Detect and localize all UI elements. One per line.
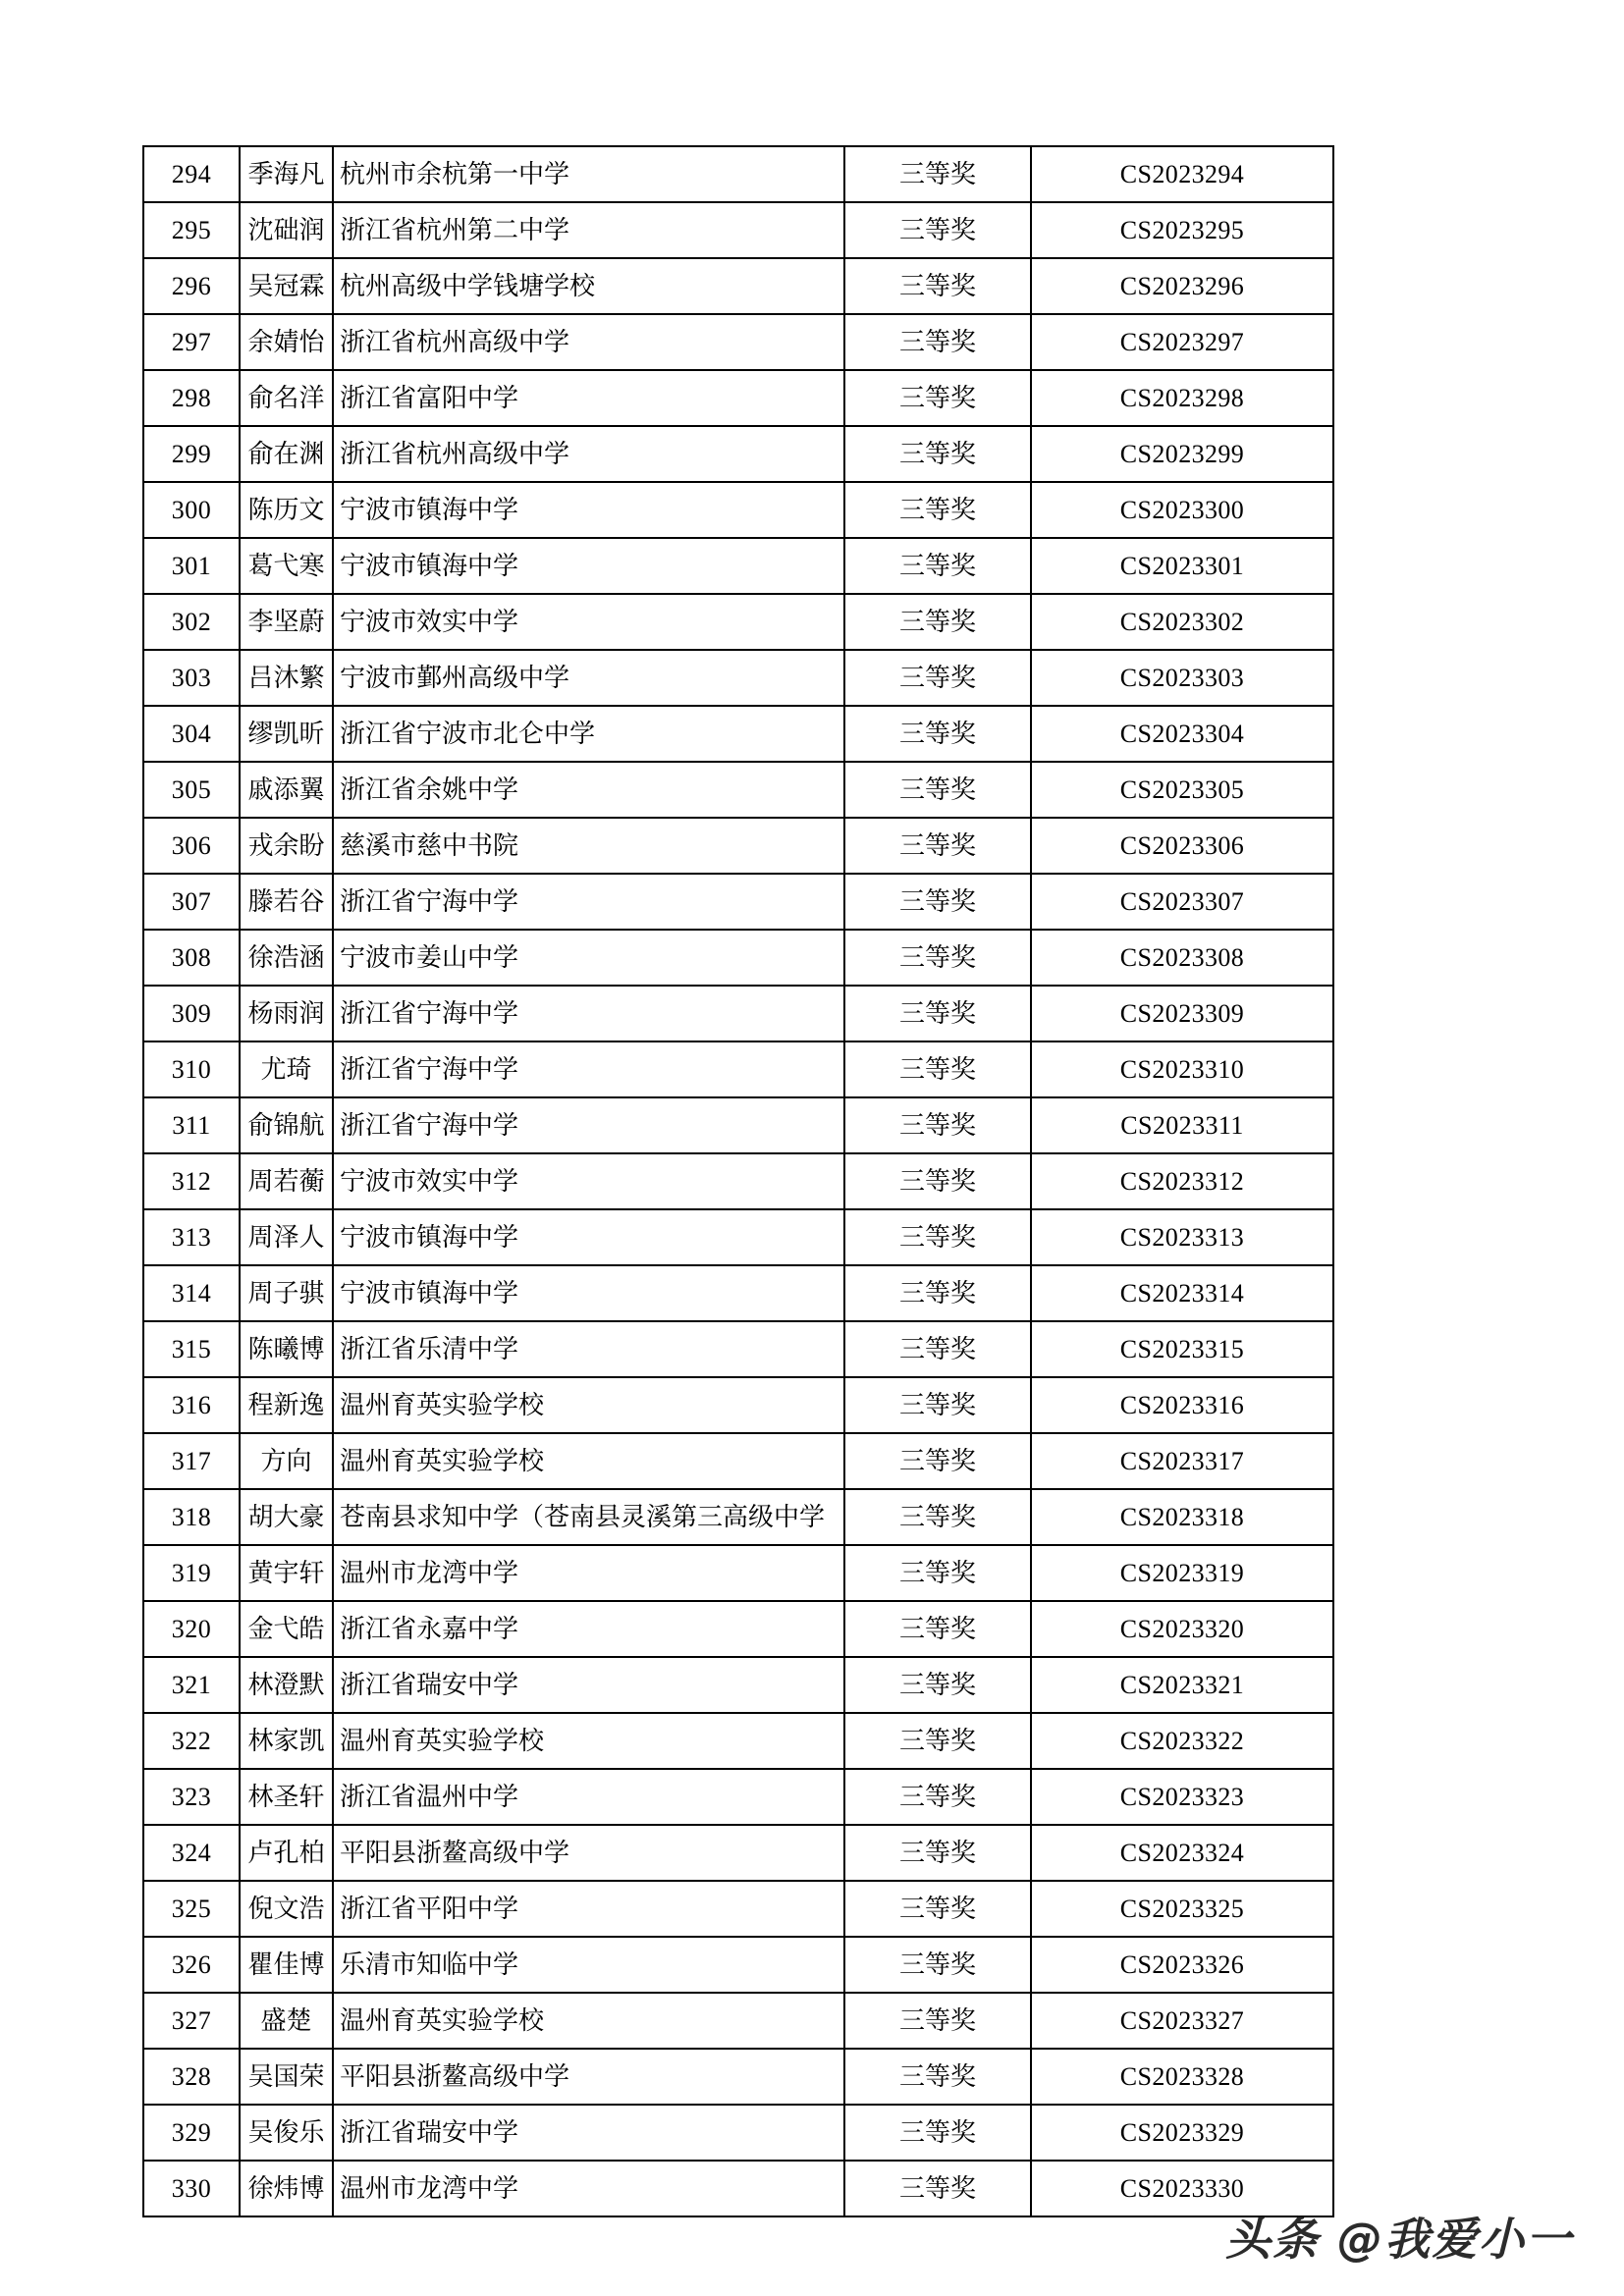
serial-number: 326 [143, 1937, 240, 1993]
award-level: 三等奖 [844, 762, 1031, 818]
school-name: 宁波市镇海中学 [333, 1265, 844, 1321]
award-level: 三等奖 [844, 1265, 1031, 1321]
certificate-code: CS2023305 [1031, 762, 1333, 818]
serial-number: 295 [143, 202, 240, 258]
certificate-code: CS2023295 [1031, 202, 1333, 258]
school-name: 宁波市姜山中学 [333, 930, 844, 986]
student-name: 林圣轩 [240, 1769, 333, 1825]
certificate-code: CS2023318 [1031, 1489, 1333, 1545]
award-level: 三等奖 [844, 650, 1031, 706]
serial-number: 314 [143, 1265, 240, 1321]
certificate-code: CS2023314 [1031, 1265, 1333, 1321]
table-row [143, 1097, 1333, 1153]
award-level: 三等奖 [844, 202, 1031, 258]
table-row [143, 594, 1333, 650]
student-name: 周子骐 [240, 1265, 333, 1321]
school-name: 浙江省宁海中学 [333, 1041, 844, 1097]
serial-number: 312 [143, 1153, 240, 1209]
award-level: 三等奖 [844, 1321, 1031, 1377]
certificate-code: CS2023300 [1031, 482, 1333, 538]
award-level: 三等奖 [844, 818, 1031, 874]
table-row [143, 426, 1333, 482]
student-name: 杨雨润 [240, 986, 333, 1041]
award-level: 三等奖 [844, 426, 1031, 482]
certificate-code: CS2023294 [1031, 146, 1333, 202]
certificate-code: CS2023315 [1031, 1321, 1333, 1377]
student-name: 金弋皓 [240, 1601, 333, 1657]
table-row [143, 2049, 1333, 2105]
table-row [143, 258, 1333, 314]
award-level: 三等奖 [844, 1153, 1031, 1209]
serial-number: 320 [143, 1601, 240, 1657]
certificate-code: CS2023302 [1031, 594, 1333, 650]
serial-number: 323 [143, 1769, 240, 1825]
serial-number: 330 [143, 2161, 240, 2216]
school-name: 慈溪市慈中书院 [333, 818, 844, 874]
award-level: 三等奖 [844, 1769, 1031, 1825]
serial-number: 296 [143, 258, 240, 314]
serial-number: 311 [143, 1097, 240, 1153]
award-level: 三等奖 [844, 874, 1031, 930]
serial-number: 315 [143, 1321, 240, 1377]
school-name: 温州育英实验学校 [333, 1713, 844, 1769]
table-row [143, 930, 1333, 986]
certificate-code: CS2023319 [1031, 1545, 1333, 1601]
award-level: 三等奖 [844, 1993, 1031, 2049]
serial-number: 327 [143, 1993, 240, 2049]
table-row [143, 1713, 1333, 1769]
student-name: 卢孔柏 [240, 1825, 333, 1881]
award-level: 三等奖 [844, 1489, 1031, 1545]
serial-number: 310 [143, 1041, 240, 1097]
student-name: 倪文浩 [240, 1881, 333, 1937]
school-name: 浙江省永嘉中学 [333, 1601, 844, 1657]
student-name: 周泽人 [240, 1209, 333, 1265]
certificate-code: CS2023310 [1031, 1041, 1333, 1097]
school-name: 浙江省瑞安中学 [333, 2105, 844, 2161]
student-name: 葛弋寒 [240, 538, 333, 594]
certificate-code: CS2023309 [1031, 986, 1333, 1041]
school-name: 温州市龙湾中学 [333, 2161, 844, 2216]
certificate-code: CS2023326 [1031, 1937, 1333, 1993]
table-row [143, 1993, 1333, 2049]
student-name: 吕沐繁 [240, 650, 333, 706]
student-name: 陈历文 [240, 482, 333, 538]
award-level: 三等奖 [844, 1601, 1031, 1657]
table-row [143, 762, 1333, 818]
award-level: 三等奖 [844, 1377, 1031, 1433]
award-level: 三等奖 [844, 1713, 1031, 1769]
school-name: 苍南县求知中学（苍南县灵溪第三高级中学 [333, 1489, 844, 1545]
award-table-body [143, 146, 1333, 2216]
school-name: 浙江省余姚中学 [333, 762, 844, 818]
certificate-code: CS2023324 [1031, 1825, 1333, 1881]
award-level: 三等奖 [844, 2105, 1031, 2161]
school-name: 浙江省富阳中学 [333, 370, 844, 426]
certificate-code: CS2023298 [1031, 370, 1333, 426]
certificate-code: CS2023306 [1031, 818, 1333, 874]
student-name: 吴冠霖 [240, 258, 333, 314]
certificate-code: CS2023296 [1031, 258, 1333, 314]
student-name: 林澄默 [240, 1657, 333, 1713]
serial-number: 304 [143, 706, 240, 762]
award-level: 三等奖 [844, 1041, 1031, 1097]
award-level: 三等奖 [844, 1097, 1031, 1153]
school-name: 乐清市知临中学 [333, 1937, 844, 1993]
table-row [143, 1825, 1333, 1881]
student-name: 吴俊乐 [240, 2105, 333, 2161]
serial-number: 324 [143, 1825, 240, 1881]
award-level: 三等奖 [844, 594, 1031, 650]
award-level: 三等奖 [844, 2049, 1031, 2105]
award-level: 三等奖 [844, 706, 1031, 762]
certificate-code: CS2023312 [1031, 1153, 1333, 1209]
certificate-code: CS2023299 [1031, 426, 1333, 482]
student-name: 缪凯昕 [240, 706, 333, 762]
table-row [143, 706, 1333, 762]
award-level: 三等奖 [844, 1433, 1031, 1489]
student-name: 徐炜博 [240, 2161, 333, 2216]
student-name: 黄宇轩 [240, 1545, 333, 1601]
certificate-code: CS2023313 [1031, 1209, 1333, 1265]
table-row [143, 1377, 1333, 1433]
certificate-code: CS2023308 [1031, 930, 1333, 986]
student-name: 方向 [240, 1433, 333, 1489]
serial-number: 302 [143, 594, 240, 650]
serial-number: 308 [143, 930, 240, 986]
school-name: 杭州高级中学钱塘学校 [333, 258, 844, 314]
student-name: 戎余盼 [240, 818, 333, 874]
award-level: 三等奖 [844, 146, 1031, 202]
school-name: 浙江省杭州高级中学 [333, 314, 844, 370]
award-level: 三等奖 [844, 538, 1031, 594]
table-row [143, 1433, 1333, 1489]
school-name: 平阳县浙鳌高级中学 [333, 2049, 844, 2105]
award-level: 三等奖 [844, 314, 1031, 370]
serial-number: 317 [143, 1433, 240, 1489]
student-name: 尤琦 [240, 1041, 333, 1097]
serial-number: 298 [143, 370, 240, 426]
school-name: 温州育英实验学校 [333, 1433, 844, 1489]
table-row [143, 2105, 1333, 2161]
certificate-code: CS2023307 [1031, 874, 1333, 930]
school-name: 浙江省宁海中学 [333, 1097, 844, 1153]
school-name: 浙江省杭州第二中学 [333, 202, 844, 258]
award-level: 三等奖 [844, 1937, 1031, 1993]
award-level: 三等奖 [844, 1209, 1031, 1265]
student-name: 季海凡 [240, 146, 333, 202]
serial-number: 328 [143, 2049, 240, 2105]
table-row [143, 1601, 1333, 1657]
table-row [143, 1321, 1333, 1377]
serial-number: 294 [143, 146, 240, 202]
table-row [143, 1545, 1333, 1601]
student-name: 盛楚 [240, 1993, 333, 2049]
student-name: 余婧怡 [240, 314, 333, 370]
student-name: 陈曦博 [240, 1321, 333, 1377]
student-name: 沈础润 [240, 202, 333, 258]
serial-number: 306 [143, 818, 240, 874]
certificate-code: CS2023303 [1031, 650, 1333, 706]
school-name: 温州市龙湾中学 [333, 1545, 844, 1601]
award-level: 三等奖 [844, 2161, 1031, 2216]
student-name: 戚添翼 [240, 762, 333, 818]
school-name: 浙江省宁海中学 [333, 986, 844, 1041]
student-name: 周若蘅 [240, 1153, 333, 1209]
student-name: 程新逸 [240, 1377, 333, 1433]
school-name: 浙江省温州中学 [333, 1769, 844, 1825]
table-row [143, 538, 1333, 594]
school-name: 宁波市效实中学 [333, 1153, 844, 1209]
student-name: 吴国荣 [240, 2049, 333, 2105]
serial-number: 329 [143, 2105, 240, 2161]
school-name: 浙江省宁海中学 [333, 874, 844, 930]
serial-number: 321 [143, 1657, 240, 1713]
table-row [143, 1209, 1333, 1265]
table-row [143, 818, 1333, 874]
certificate-code: CS2023301 [1031, 538, 1333, 594]
table-row [143, 1769, 1333, 1825]
serial-number: 301 [143, 538, 240, 594]
certificate-code: CS2023327 [1031, 1993, 1333, 2049]
school-name: 温州育英实验学校 [333, 1377, 844, 1433]
serial-number: 297 [143, 314, 240, 370]
student-name: 俞锦航 [240, 1097, 333, 1153]
serial-number: 305 [143, 762, 240, 818]
table-row [143, 1881, 1333, 1937]
award-level: 三等奖 [844, 986, 1031, 1041]
table-row [143, 2161, 1333, 2216]
certificate-code: CS2023321 [1031, 1657, 1333, 1713]
certificate-code: CS2023317 [1031, 1433, 1333, 1489]
certificate-code: CS2023316 [1031, 1377, 1333, 1433]
watermark-text: 头条 @我爱小一 [1224, 2213, 1573, 2266]
student-name: 滕若谷 [240, 874, 333, 930]
student-name: 林家凯 [240, 1713, 333, 1769]
school-name: 浙江省宁波市北仑中学 [333, 706, 844, 762]
award-level: 三等奖 [844, 930, 1031, 986]
school-name: 宁波市镇海中学 [333, 1209, 844, 1265]
certificate-code: CS2023320 [1031, 1601, 1333, 1657]
school-name: 平阳县浙鳌高级中学 [333, 1825, 844, 1881]
school-name: 杭州市余杭第一中学 [333, 146, 844, 202]
serial-number: 313 [143, 1209, 240, 1265]
school-name: 宁波市效实中学 [333, 594, 844, 650]
award-level: 三等奖 [844, 1657, 1031, 1713]
certificate-code: CS2023328 [1031, 2049, 1333, 2105]
serial-number: 300 [143, 482, 240, 538]
table-row [143, 370, 1333, 426]
school-name: 浙江省乐清中学 [333, 1321, 844, 1377]
school-name: 浙江省杭州高级中学 [333, 426, 844, 482]
table-row [143, 482, 1333, 538]
award-level: 三等奖 [844, 1545, 1031, 1601]
table-row [143, 202, 1333, 258]
school-name: 宁波市镇海中学 [333, 482, 844, 538]
serial-number: 309 [143, 986, 240, 1041]
student-name: 俞在渊 [240, 426, 333, 482]
serial-number: 322 [143, 1713, 240, 1769]
table-row [143, 1489, 1333, 1545]
table-row [143, 1937, 1333, 1993]
student-name: 胡大豪 [240, 1489, 333, 1545]
table-row [143, 1153, 1333, 1209]
table-row [143, 146, 1333, 202]
certificate-code: CS2023297 [1031, 314, 1333, 370]
award-level: 三等奖 [844, 1825, 1031, 1881]
certificate-code: CS2023311 [1031, 1097, 1333, 1153]
table-row [143, 986, 1333, 1041]
award-level: 三等奖 [844, 482, 1031, 538]
serial-number: 319 [143, 1545, 240, 1601]
serial-number: 307 [143, 874, 240, 930]
certificate-code: CS2023322 [1031, 1713, 1333, 1769]
school-name: 宁波市鄞州高级中学 [333, 650, 844, 706]
table-row [143, 314, 1333, 370]
certificate-code: CS2023304 [1031, 706, 1333, 762]
table-row [143, 1265, 1333, 1321]
student-name: 瞿佳博 [240, 1937, 333, 1993]
award-level: 三等奖 [844, 1881, 1031, 1937]
school-name: 温州育英实验学校 [333, 1993, 844, 2049]
certificate-code: CS2023330 [1031, 2161, 1333, 2216]
school-name: 浙江省平阳中学 [333, 1881, 844, 1937]
award-list-table [142, 145, 1334, 2217]
student-name: 俞名洋 [240, 370, 333, 426]
table-row [143, 650, 1333, 706]
certificate-code: CS2023329 [1031, 2105, 1333, 2161]
school-name: 宁波市镇海中学 [333, 538, 844, 594]
serial-number: 303 [143, 650, 240, 706]
student-name: 徐浩涵 [240, 930, 333, 986]
serial-number: 318 [143, 1489, 240, 1545]
student-name: 李坚蔚 [240, 594, 333, 650]
serial-number: 325 [143, 1881, 240, 1937]
table-row [143, 1041, 1333, 1097]
certificate-code: CS2023325 [1031, 1881, 1333, 1937]
table-row [143, 874, 1333, 930]
certificate-code: CS2023323 [1031, 1769, 1333, 1825]
school-name: 浙江省瑞安中学 [333, 1657, 844, 1713]
serial-number: 299 [143, 426, 240, 482]
award-level: 三等奖 [844, 370, 1031, 426]
award-level: 三等奖 [844, 258, 1031, 314]
table-row [143, 1657, 1333, 1713]
serial-number: 316 [143, 1377, 240, 1433]
